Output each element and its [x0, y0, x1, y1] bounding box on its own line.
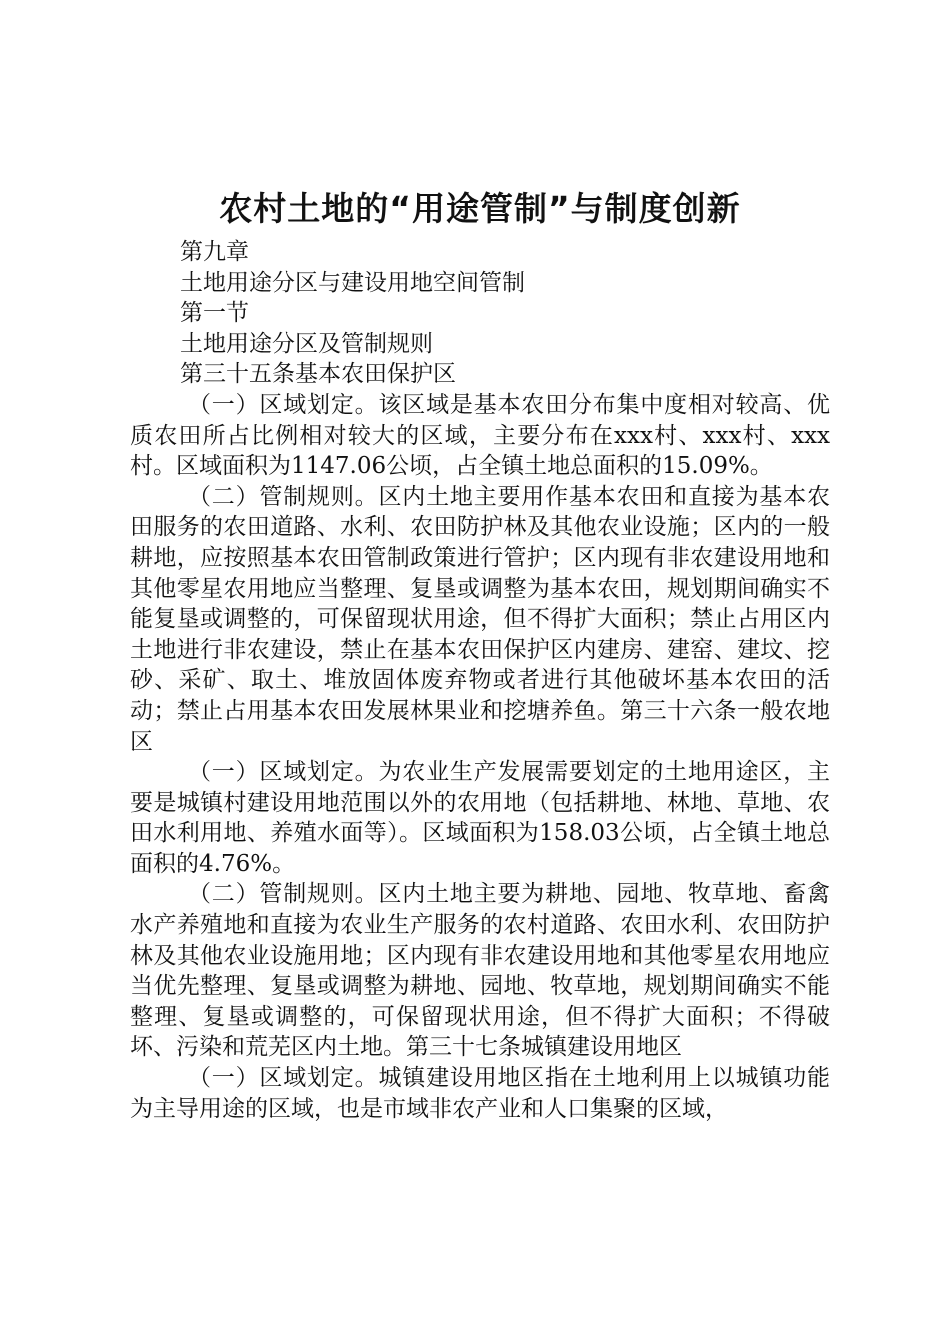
section-heading: 第一节 [180, 300, 249, 327]
body-paragraph: （一）区域划定。城镇建设用地区指在土地利用上以城镇功能为主导用途的区域，也是市域非农产业和人口集聚的区域， [130, 1065, 830, 1122]
body-paragraph: （一）区域划定。该区域是基本农田分布集中度相对较高、优质农田所占比例相对较大的区域，主要分布在xxx村、xxx村、xxx村。区域面积为1147.06公顷，占全镇土地总面积的15.09%。 [130, 391, 830, 480]
body-paragraph: （二）管制规则。区内土地主要用作基本农田和直接为基本农田服务的农田道路、水利、农田防护林及其他农业设施；区内的一般耕地，应按照基本农田管制政策进行管护；区内现有非农建设用地和其他零星农用地应当整理、复垦或调整为基本农田，规划期间确实不能复垦或调整的，可保留现状用途，但不得扩大面积；禁止占用区内土地进行非农建设，禁止在基本农田保护区内建房、建窑、建坟、挖砂、采矿、取土、堆放固体废弃物或者进行其他破坏基本农田的活动；禁止占用基本农田发展林果业和挖塘养鱼。第三十六条一般农地区 [130, 483, 830, 755]
document-title: 农村土地的“用途管制”与制度创新 [219, 189, 741, 228]
article-heading: 第三十五条基本农田保护区 [180, 361, 456, 388]
body-paragraph: （一）区域划定。为农业生产发展需要划定的土地用途区，主要是城镇村建设用地范围以外的农用地（包括耕地、林地、草地、农田水利用地、养殖水面等）。区域面积为158.03公顷，占全镇土地总面积的4.76%。 [130, 759, 830, 877]
section-title: 土地用途分区及管制规则 [180, 330, 433, 357]
chapter-heading: 第九章 [180, 239, 249, 265]
body-paragraph: （二）管制规则。区内土地主要为耕地、园地、牧草地、畜禽水产养殖地和直接为农业生产服务的农村道路、农田水利、农田防护林及其他农业设施用地；区内现有非农建设用地和其他零星农用地应当优先整理、复垦或调整为耕地、园地、牧草地，规划期间确实不能整理、复垦或调整的，可保留现状用途，但不得扩大面积；不得破坏、污染和荒芜区内土地。第三十七条城镇建设用地区 [130, 881, 830, 1061]
document-page [130, 185, 830, 1124]
chapter-title: 土地用途分区与建设用地空间管制 [180, 269, 525, 296]
